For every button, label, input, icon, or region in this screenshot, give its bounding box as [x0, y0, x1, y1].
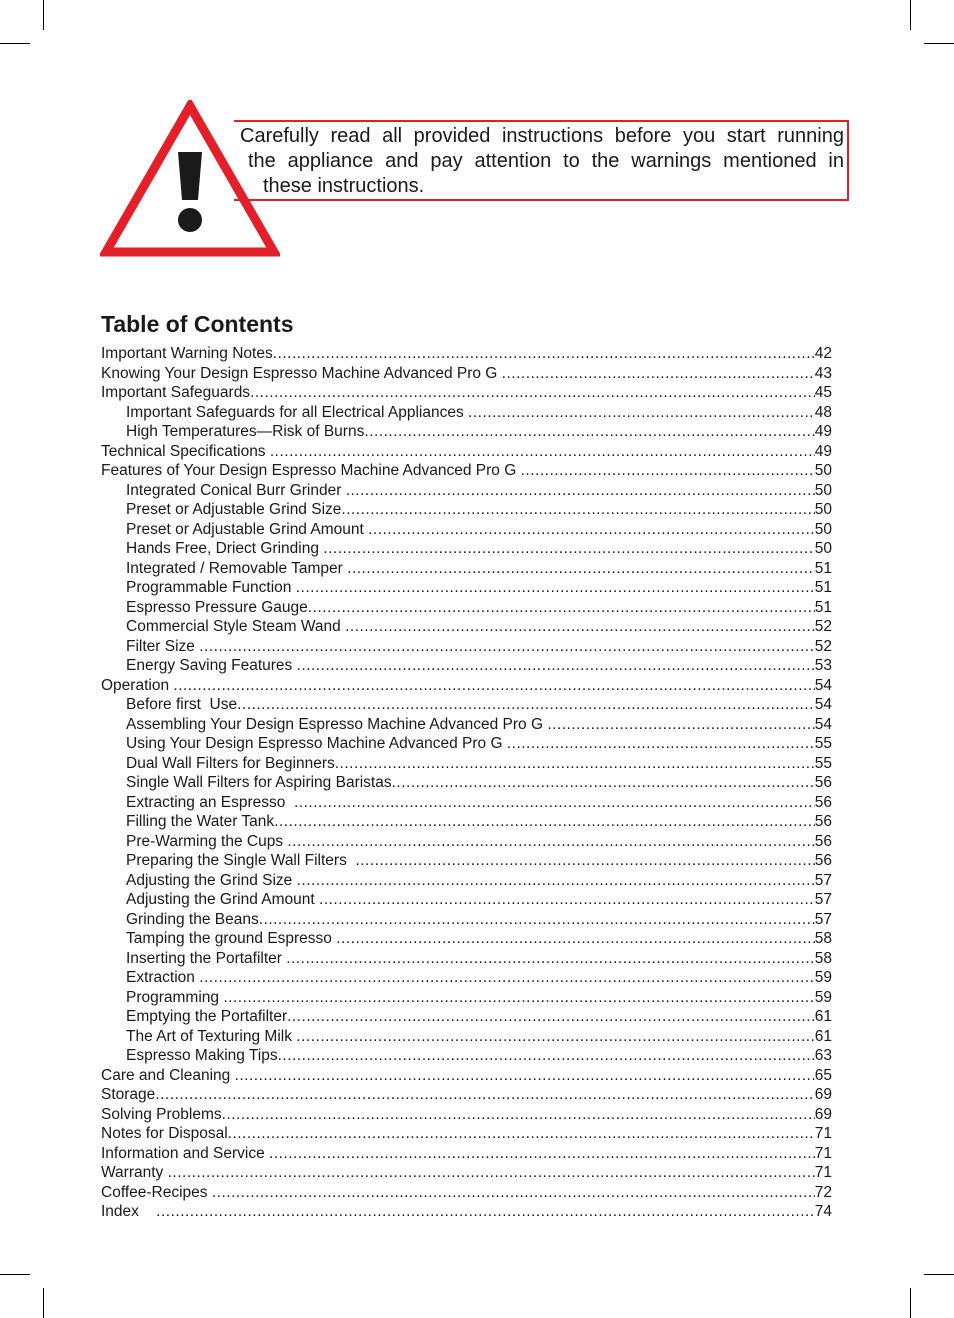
- toc-entry-label: Espresso Pressure Gauge: [126, 598, 308, 616]
- toc-entry-label: Preset or Adjustable Grind Amount: [126, 520, 369, 538]
- toc-leader-dots: [547, 715, 814, 735]
- crop-mark: [0, 1274, 30, 1275]
- toc-leader-dots: [355, 851, 814, 871]
- toc-leader-dots: [368, 520, 815, 540]
- crop-mark: [924, 43, 954, 44]
- toc-entry[interactable]: [101, 481, 832, 501]
- toc-entry-page: 50: [814, 462, 832, 479]
- toc-entry-label: Using Your Design Espresso Machine Advanced Pro G: [126, 735, 507, 752]
- toc-entry-page: 56: [814, 852, 832, 869]
- toc-entry[interactable]: [101, 695, 832, 715]
- toc-entry-page: 57: [814, 871, 832, 889]
- toc-entry[interactable]: [101, 929, 832, 949]
- toc-leader-dots: [294, 793, 815, 813]
- toc-leader-dots: [273, 344, 815, 364]
- toc-entry[interactable]: [101, 1124, 832, 1144]
- toc-entry-label: Extraction: [126, 969, 200, 986]
- toc-entry-label: Filling the Water Tank: [126, 813, 275, 830]
- toc-leader-dots: [287, 1007, 815, 1027]
- warning-line-last: these instructions.: [263, 175, 425, 197]
- toc-leader-dots: [392, 773, 815, 793]
- toc-leader-dots: [308, 598, 815, 618]
- toc-entry-page: 52: [814, 618, 832, 635]
- toc-entry-page: 48: [814, 403, 832, 421]
- toc-entry-page: 71: [814, 1164, 832, 1181]
- toc-entry-page: 55: [814, 735, 832, 752]
- warning-line: Carefully read all provided instructions before you start running: [240, 125, 844, 147]
- toc-leader-dots: [222, 1105, 815, 1125]
- toc-entry-label: Knowing Your Design Espresso Machine Advanced Pro G: [101, 364, 502, 382]
- toc-entry-page: 56: [814, 813, 832, 830]
- toc-entry-label: Features of Your Design Espresso Machine Advanced Pro G: [101, 462, 521, 479]
- toc-entry-page: 56: [814, 793, 832, 811]
- toc-leader-dots: [173, 676, 814, 696]
- toc-entry-page: 55: [814, 754, 832, 772]
- toc-entry-page: 74: [814, 1203, 832, 1220]
- toc-entry-page: 61: [814, 1008, 832, 1025]
- toc-entry[interactable]: [101, 793, 832, 813]
- toc-leader-dots: [199, 637, 815, 657]
- toc-entry[interactable]: [101, 364, 832, 384]
- toc-leader-dots: [507, 734, 815, 754]
- toc-leader-dots: [297, 656, 815, 676]
- toc-entry-label: Espresso Making Tips: [126, 1047, 278, 1064]
- toc-entry-label: Integrated Conical Burr Grinder: [126, 481, 346, 499]
- crop-mark: [43, 0, 44, 30]
- toc-entry[interactable]: [101, 910, 832, 930]
- toc-entry-label: Tamping the ground Espresso: [126, 930, 337, 947]
- toc-entry-label: Extracting an Espresso: [126, 793, 294, 811]
- toc-entry-page: 53: [814, 657, 832, 674]
- toc-entry-label: Important Safeguards for all Electrical Appliances: [126, 403, 469, 421]
- toc-entry-label: Notes for Disposal: [101, 1125, 228, 1142]
- toc-leader-dots: [336, 929, 815, 949]
- toc-entry-label: Emptying the Portafilter: [126, 1008, 288, 1025]
- toc-entry-label: Energy Saving Features: [126, 657, 297, 674]
- toc-leader-dots: [278, 1046, 815, 1066]
- toc-entry[interactable]: [101, 656, 832, 676]
- toc-leader-dots: [228, 1124, 815, 1144]
- toc-entry[interactable]: [101, 500, 832, 520]
- toc-entry-page: 71: [814, 1125, 832, 1142]
- toc-entry-page: 50: [814, 501, 832, 518]
- toc-entry-label: Storage: [101, 1086, 156, 1103]
- toc-entry-page: 56: [814, 774, 832, 791]
- warning-line: the appliance and pay attention to the warnings mentioned in: [248, 150, 844, 172]
- toc-leader-dots: [168, 1163, 815, 1183]
- toc-leader-dots: [323, 539, 814, 559]
- toc-entry-page: 71: [814, 1144, 832, 1162]
- toc-entry[interactable]: [101, 1202, 832, 1222]
- toc-entry[interactable]: [101, 520, 832, 540]
- toc-entry-page: 58: [814, 930, 832, 947]
- toc-entry[interactable]: [101, 442, 832, 462]
- toc-leader-dots: [269, 1144, 815, 1164]
- toc-entry-label: High Temperatures—Risk of Burns: [126, 423, 365, 440]
- toc-leader-dots: [502, 364, 815, 384]
- toc-leader-dots: [319, 890, 815, 910]
- toc-leader-dots: [199, 968, 815, 988]
- toc-entry[interactable]: [101, 578, 832, 598]
- toc-entry-label: Filter Size: [126, 637, 200, 655]
- toc-entry[interactable]: [101, 1105, 832, 1125]
- toc-entry-page: 61: [814, 1027, 832, 1045]
- toc-entry[interactable]: [101, 383, 832, 403]
- toc-entry[interactable]: [101, 1066, 832, 1086]
- toc-entry[interactable]: [101, 871, 832, 891]
- toc-entry-label: The Art of Texturing Milk: [126, 1027, 297, 1045]
- crop-mark: [910, 1288, 911, 1318]
- toc-entry-page: 59: [814, 988, 832, 1006]
- toc-entry-page: 52: [814, 637, 832, 655]
- toc-entry[interactable]: [101, 676, 832, 696]
- toc-entry[interactable]: [101, 1183, 832, 1203]
- toc-entry-page: 56: [814, 832, 832, 850]
- toc-entry[interactable]: [101, 832, 832, 852]
- toc-entry[interactable]: [101, 1163, 832, 1183]
- toc-entry-label: Warranty: [101, 1164, 168, 1181]
- toc-leader-dots: [250, 383, 815, 403]
- toc-entry[interactable]: [101, 598, 832, 618]
- toc-leader-dots: [155, 1085, 814, 1105]
- toc-entry[interactable]: [101, 1085, 832, 1105]
- toc-entry-label: Information and Service: [101, 1144, 270, 1162]
- toc-entry-page: 54: [814, 715, 832, 733]
- toc-entry-label: Technical Specifications: [101, 442, 270, 460]
- toc-entry-page: 54: [814, 696, 832, 713]
- crop-mark: [910, 0, 911, 30]
- toc-entry-label: Pre-Warming the Cups: [126, 832, 288, 850]
- toc-entry[interactable]: [101, 890, 832, 910]
- toc-leader-dots: [341, 500, 814, 520]
- toc-entry[interactable]: [101, 812, 832, 832]
- toc-entry-page: 42: [814, 345, 832, 362]
- toc-leader-dots: [286, 949, 815, 969]
- toc-entry-label: Hands Free, Driect Grinding: [126, 540, 324, 557]
- toc-entry-label: Programming: [126, 988, 224, 1006]
- toc-entry-label: Operation: [101, 676, 174, 694]
- toc-entry-label: Integrated / Removable Tamper: [126, 559, 348, 577]
- toc-leader-dots: [156, 1202, 815, 1222]
- toc-leader-dots: [364, 422, 814, 442]
- toc-entry-label: Dual Wall Filters for Beginners: [126, 754, 335, 772]
- toc-entry-page: 57: [814, 891, 832, 908]
- toc-entry-page: 72: [814, 1183, 832, 1201]
- toc-entry-label: Coffee-Recipes: [101, 1183, 212, 1201]
- toc-entry-label: Single Wall Filters for Aspiring Baristas: [126, 774, 392, 791]
- crop-mark: [0, 43, 30, 44]
- toc-leader-dots: [296, 1027, 814, 1047]
- toc-entry-label: Preset or Adjustable Grind Size: [126, 501, 342, 518]
- toc-entry-page: 43: [814, 364, 832, 382]
- toc-entry[interactable]: [101, 851, 832, 871]
- toc-entry[interactable]: [101, 637, 832, 657]
- toc-entry[interactable]: [101, 403, 832, 423]
- toc-leader-dots: [274, 812, 815, 832]
- toc-leader-dots: [346, 481, 815, 501]
- toc-entry-label: Inserting the Portafilter: [126, 949, 287, 967]
- toc-entry-page: 58: [814, 949, 832, 967]
- toc-leader-dots: [296, 578, 815, 598]
- toc-entry-label: Assembling Your Design Espresso Machine Advanced Pro G: [126, 715, 548, 733]
- toc-entry-page: 51: [814, 598, 832, 616]
- toc-entry-label: Adjusting the Grind Amount: [126, 891, 320, 908]
- toc-entry-label: Index: [101, 1203, 157, 1220]
- warning-box: [234, 120, 849, 201]
- toc-entry[interactable]: [101, 773, 832, 793]
- toc-entry[interactable]: [101, 968, 832, 988]
- toc-entry[interactable]: [101, 461, 832, 481]
- toc-entry[interactable]: [101, 1144, 832, 1164]
- toc-entry-label: Programmable Function: [126, 579, 296, 596]
- toc-title: Table of Contents: [101, 311, 294, 337]
- toc-entry-label: Adjusting the Grind Size: [126, 871, 297, 889]
- toc-entry-label: Grinding the Beans: [126, 910, 259, 928]
- toc-entry-page: 63: [814, 1047, 832, 1064]
- toc-entry[interactable]: [101, 1007, 832, 1027]
- toc-leader-dots: [223, 988, 814, 1008]
- toc-entry-page: 50: [814, 540, 832, 557]
- toc-entry-page: 51: [814, 579, 832, 596]
- toc-entry-page: 49: [814, 442, 832, 460]
- toc-entry[interactable]: [101, 539, 832, 559]
- toc-entry-label: Important Warning Notes: [101, 345, 273, 362]
- toc-leader-dots: [347, 559, 815, 579]
- toc-entry[interactable]: [101, 949, 832, 969]
- toc-leader-dots: [345, 617, 815, 637]
- toc-leader-dots: [297, 871, 815, 891]
- toc-entry-label: Before first Use: [126, 696, 238, 713]
- toc-entry[interactable]: [101, 1046, 832, 1066]
- toc-entry[interactable]: [101, 734, 832, 754]
- toc-entry-label: Care and Cleaning: [101, 1066, 235, 1084]
- toc-leader-dots: [287, 832, 814, 852]
- toc-entry-page: 69: [814, 1086, 832, 1103]
- toc-entry[interactable]: [101, 1027, 832, 1047]
- crop-mark: [924, 1274, 954, 1275]
- toc-leader-dots: [259, 910, 815, 930]
- toc-entry-page: 54: [814, 676, 832, 694]
- toc-entry-page: 49: [814, 423, 832, 440]
- toc-leader-dots: [212, 1183, 815, 1203]
- toc-leader-dots: [468, 403, 815, 423]
- toc-entry[interactable]: [101, 988, 832, 1008]
- crop-mark: [43, 1288, 44, 1318]
- toc-entry-page: 45: [814, 384, 832, 401]
- toc-entry[interactable]: [101, 754, 832, 774]
- toc-entry-page: 69: [814, 1105, 832, 1123]
- toc-entry-label: Solving Problems: [101, 1105, 222, 1123]
- toc-entry[interactable]: [101, 422, 832, 442]
- toc-entry-page: 50: [814, 481, 832, 499]
- toc-leader-dots: [521, 461, 815, 481]
- toc-entry-page: 50: [814, 520, 832, 538]
- toc-leader-dots: [235, 1066, 815, 1086]
- toc-leader-dots: [237, 695, 815, 715]
- toc-leader-dots: [270, 442, 815, 462]
- toc-leader-dots: [335, 754, 815, 774]
- toc-list: [101, 344, 832, 1222]
- toc-entry[interactable]: [101, 715, 832, 735]
- toc-entry-label: Important Safeguards: [101, 384, 251, 401]
- toc-entry-label: Preparing the Single Wall Filters: [126, 852, 356, 869]
- toc-entry-page: 57: [814, 910, 832, 928]
- toc-entry[interactable]: [101, 559, 832, 579]
- toc-entry-page: 59: [814, 969, 832, 986]
- toc-entry-page: 65: [814, 1066, 832, 1084]
- toc-entry-page: 51: [814, 559, 832, 577]
- toc-entry[interactable]: [101, 344, 832, 364]
- toc-entry-label: Commercial Style Steam Wand: [126, 618, 346, 635]
- toc-entry[interactable]: [101, 617, 832, 637]
